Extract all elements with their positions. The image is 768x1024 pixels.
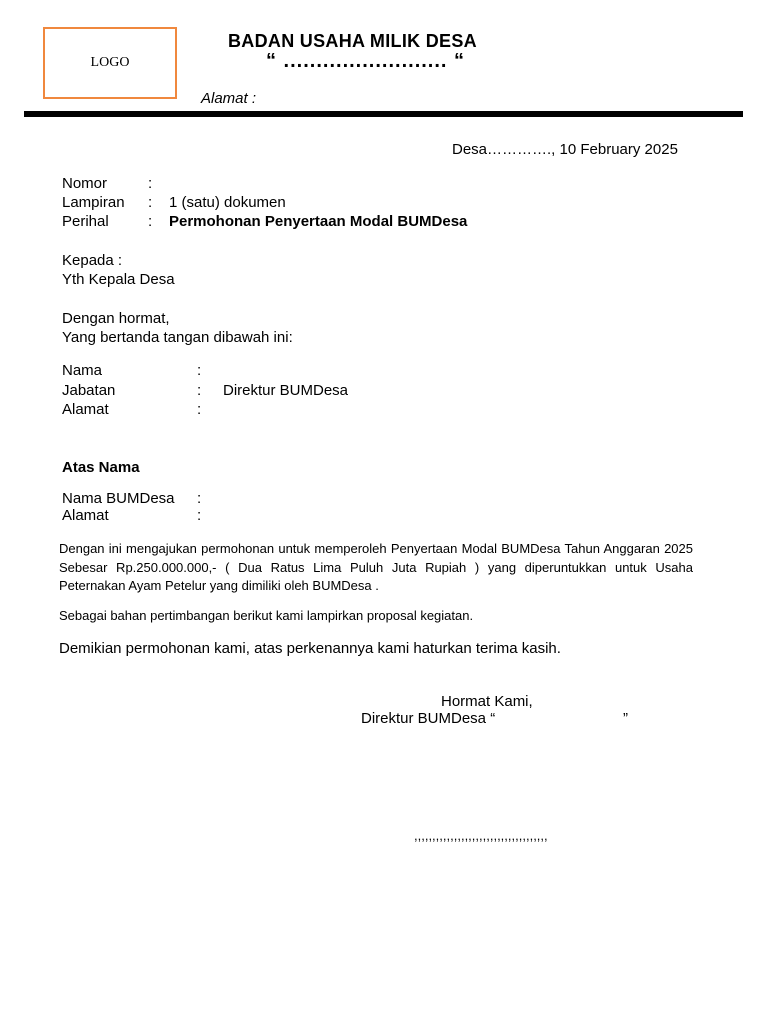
nomor-label: Nomor — [62, 175, 108, 192]
bumdesa-alamat-label: Alamat — [62, 507, 109, 524]
signer-alamat-colon: : — [197, 401, 202, 418]
greeting: Dengan hormat, — [62, 310, 170, 327]
closing-paragraph: Demikian permohonan kami, atas perkenannya kami haturkan terima kasih. — [59, 640, 561, 657]
lampiran-value: 1 (satu) dokumen — [169, 194, 286, 211]
signed-intro: Yang bertanda tangan dibawah ini: — [62, 329, 293, 346]
perihal-colon: : — [148, 213, 153, 230]
bumdesa-alamat-colon: : — [197, 507, 202, 524]
director-title: Direktur BUMDesa “ — [361, 710, 496, 727]
hormat-kami: Hormat Kami, — [441, 693, 533, 710]
nama-bumdesa-label: Nama BUMDesa — [62, 490, 175, 507]
signer-jabatan-value: Direktur BUMDesa — [223, 382, 349, 399]
director-title-close-quote: ” — [623, 710, 628, 727]
nama-bumdesa-colon: : — [197, 490, 202, 507]
kepada-label: Kepada : — [62, 252, 123, 269]
request-paragraph: Dengan ini mengajukan permohonan untuk memperoleh Penyertaan Modal BUMDesa Tahun Anggaran 2025 Sebesar Rp.250.000.000,- ( Dua Ratus Lima Puluh Juta Rupiah ) yang diperuntukkan untuk Usaha Peternakan Ayam Petelur yang dimiliki oleh BUMDesa . — [59, 541, 693, 593]
perihal-label: Perihal — [62, 213, 109, 230]
perihal-value: Permohonan Penyertaan Modal BUMDesa — [169, 213, 468, 230]
logo-text: LOGO — [90, 55, 130, 70]
signer-jabatan-colon: : — [197, 382, 202, 399]
signer-nama-colon: : — [197, 362, 202, 379]
letterhead-divider — [24, 111, 743, 117]
attachment-paragraph: Sebagai bahan pertimbangan berikut kami lampirkan proposal kegiatan. — [59, 608, 474, 623]
logo-placeholder — [43, 27, 177, 99]
atas-nama-heading: Atas Nama — [62, 459, 140, 476]
nomor-colon: : — [148, 175, 153, 192]
signer-alamat-label: Alamat — [62, 401, 109, 418]
organization-name: “ ......................... “ — [266, 50, 466, 72]
date-line: Desa…………., 10 February 2025 — [452, 141, 678, 158]
recipient-name: Yth Kepala Desa — [62, 271, 175, 288]
signature-name-placeholder: ,,,,,,,,,,,,,,,,,,,,,,,,,,,,,,,,,,,,, — [414, 828, 548, 843]
signer-nama-label: Nama — [62, 362, 103, 379]
signer-jabatan-label: Jabatan — [62, 382, 116, 399]
lampiran-label: Lampiran — [62, 194, 125, 211]
lampiran-colon: : — [148, 194, 153, 211]
organization-title: BADAN USAHA MILIK DESA — [228, 31, 477, 51]
letterhead-address: Alamat : — [201, 90, 257, 107]
